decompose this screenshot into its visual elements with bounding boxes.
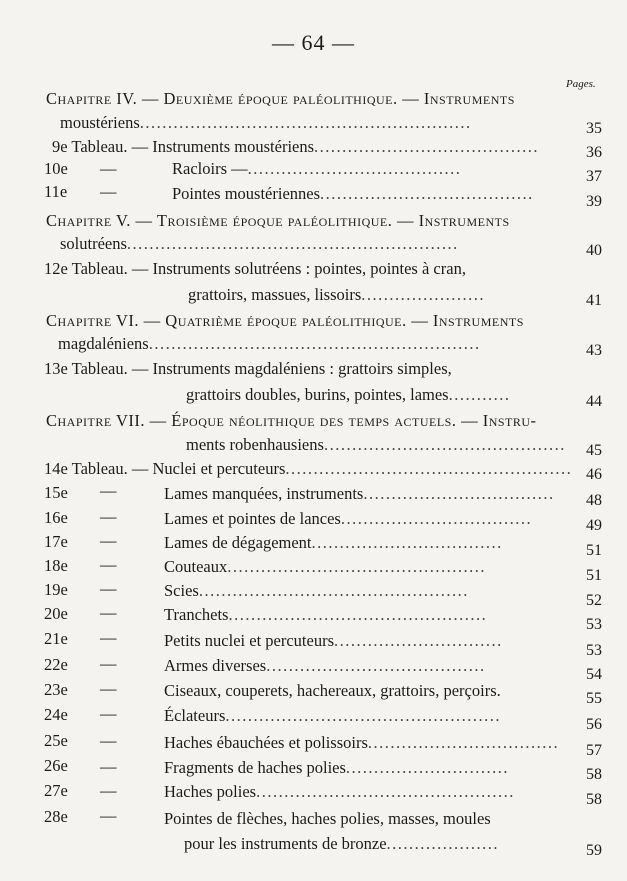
toc-chapter-iv: Chapitre IV. — Deuxième époque paléolithique. — Instruments — [46, 89, 515, 108]
toc-table-number: 15e — [44, 483, 68, 502]
toc-page-number: 43 — [586, 342, 602, 359]
toc-page-number: 58 — [586, 766, 602, 783]
toc-entry: 13e Tableau. — Instruments magdaléniens : grattoirs simples, — [44, 359, 452, 378]
toc-page-number: 41 — [586, 292, 602, 309]
toc-table-number: 26e — [44, 756, 68, 775]
toc-entry: Haches ébauchées et polissoirs.................................. — [164, 733, 560, 752]
toc-entry: grattoirs doubles, burins, pointes, lames........... — [186, 385, 511, 404]
toc-entry: Pointes moustériennes...................................... — [172, 184, 534, 203]
toc-entry: Couteaux.............................................. — [164, 557, 486, 576]
toc-dash: — — [100, 531, 117, 550]
toc-dash: — — [100, 731, 117, 750]
toc-table-number: 20e — [44, 604, 68, 623]
toc-table-number: 19e — [44, 580, 68, 599]
toc-dash: — — [100, 679, 117, 698]
toc-page-number: 53 — [586, 616, 602, 633]
toc-entry: Tranchets.............................................. — [164, 605, 488, 624]
toc-table-number: 27e — [44, 781, 68, 800]
pages-column-label: Pages. — [566, 78, 596, 90]
toc-page-number: 44 — [586, 393, 602, 410]
toc-dash: — — [100, 555, 117, 574]
toc-entry: Lames de dégagement.................................. — [164, 533, 503, 552]
toc-page-number: 36 — [586, 144, 602, 161]
toc-page-number: 49 — [586, 517, 602, 534]
toc-entry: Lames et pointes de lances.................................. — [164, 509, 533, 528]
toc-table-number: 22e — [44, 655, 68, 674]
toc-dash: — — [100, 781, 117, 800]
toc-chapter-v: Chapitre V. — Troisième époque paléolithique. — Instruments — [46, 211, 510, 230]
toc-page-number: 39 — [586, 193, 602, 210]
toc-dash: — — [100, 507, 117, 526]
toc-page-number: 45 — [586, 442, 602, 459]
toc-entry: Fragments de haches polies............................. — [164, 758, 510, 777]
toc-page-number: 40 — [586, 242, 602, 259]
toc-page-number: 37 — [586, 168, 602, 185]
toc-table-number: 24e — [44, 705, 68, 724]
toc-page-number: 46 — [586, 466, 602, 483]
toc-dash: — — [100, 182, 117, 201]
toc-entry: pour les instruments de bronze.................... — [184, 834, 500, 853]
toc-entry: Haches polies.............................................. — [164, 782, 515, 801]
toc-dash: — — [100, 654, 117, 673]
toc-table-number: 25e — [44, 731, 68, 750]
toc-page-number: 52 — [586, 592, 602, 609]
toc-entry: 12e Tableau. — Instruments solutréens : pointes, pointes à cran, — [44, 259, 466, 278]
toc-entry: ments robenhausiens........................................... — [186, 435, 566, 454]
toc-entry: 9e Tableau. — Instruments moustériens........................................ — [52, 137, 540, 156]
toc-entry: Ciseaux, couperets, hachereaux, grattoirs, perçoirs. — [164, 681, 501, 700]
toc-page-number: 56 — [586, 716, 602, 733]
toc-entry: Pointes de flèches, haches polies, masses, moules — [164, 809, 491, 828]
toc-chapter-vii: Chapitre VII. — Époque néolithique des temps actuels. — Instru- — [46, 411, 537, 430]
toc-page-number: 51 — [586, 542, 602, 559]
toc-chapter-vi: Chapitre VI. — Quatrième époque paléolithique. — Instruments — [46, 311, 524, 330]
toc-dash: — — [100, 481, 117, 500]
toc-table-number: 23e — [44, 680, 68, 699]
toc-entry: moustériens........................................................... — [60, 113, 472, 132]
toc-dash: — — [100, 704, 117, 723]
toc-table-number: 28e — [44, 807, 68, 826]
toc-dash: — — [100, 159, 117, 178]
toc-entry: magdaléniens........................................................... — [58, 334, 481, 353]
toc-page-number: 51 — [586, 567, 602, 584]
toc-table-number: 10e — [44, 159, 68, 178]
toc-page-number: 59 — [586, 842, 602, 859]
toc-dash: — — [100, 579, 117, 598]
toc-table-number: 21e — [44, 629, 68, 648]
toc-table-number: 17e — [44, 532, 68, 551]
toc-page-number: 55 — [586, 690, 602, 707]
toc-entry: solutréens........................................................... — [60, 234, 459, 253]
toc-entry: 14e Tableau. — Nuclei et percuteurs................................................... — [44, 459, 573, 478]
toc-entry: Scies................................................ — [164, 581, 469, 600]
toc-entry: Armes diverses....................................... — [164, 656, 486, 675]
toc-dash: — — [100, 603, 117, 622]
toc-table-number: 16e — [44, 508, 68, 527]
toc-dash: — — [100, 757, 117, 776]
toc-table-number: 18e — [44, 556, 68, 575]
toc-dash: — — [100, 806, 117, 825]
toc-entry: grattoirs, massues, lissoirs...................... — [188, 285, 485, 304]
toc-page-number: 35 — [586, 120, 602, 137]
page-number: — 64 — — [272, 30, 355, 55]
toc-dash: — — [100, 628, 117, 647]
toc-page-number: 58 — [586, 791, 602, 808]
toc-page-number: 48 — [586, 492, 602, 509]
toc-page-number: 53 — [586, 642, 602, 659]
toc-entry: Racloirs —...................................... — [172, 159, 462, 178]
toc-entry: Petits nuclei et percuteurs.............................. — [164, 631, 503, 650]
toc-table-number: 11e — [44, 182, 68, 201]
toc-entry: Éclateurs................................................. — [164, 706, 502, 725]
toc-entry: Lames manquées, instruments.................................. — [164, 484, 555, 503]
toc-page-number: 57 — [586, 742, 602, 759]
toc-page-number: 54 — [586, 666, 602, 683]
